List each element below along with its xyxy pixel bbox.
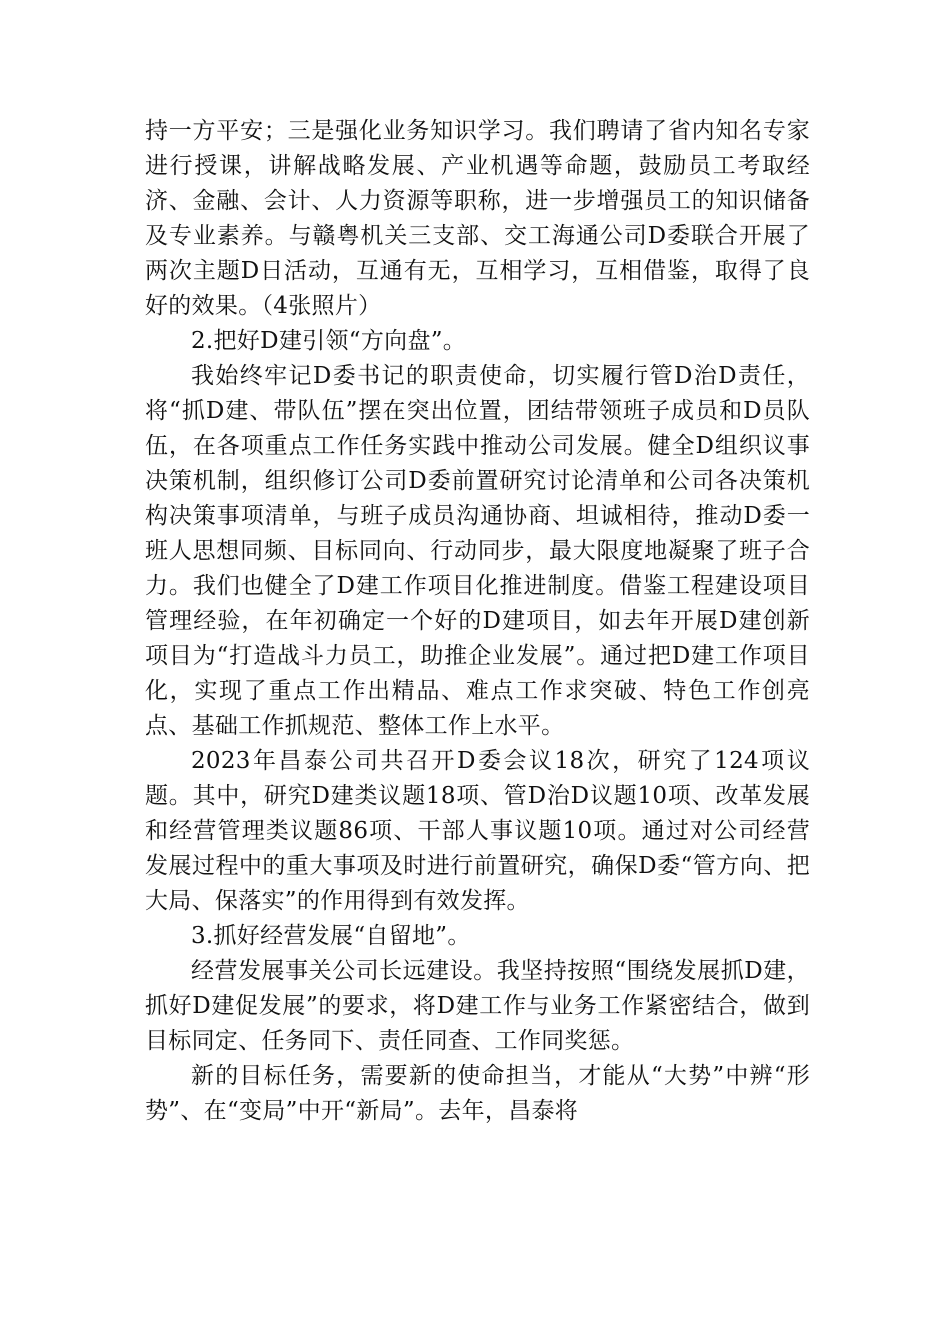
section-heading-direction: 2.把好D建引领“方向盘”。 [191, 328, 467, 354]
paragraph-new-targets: 新的目标任务，需要新的使命担当，才能从“大势”中辨“形势”、在“变局”中开“新局”。去年，昌泰将 [145, 1063, 810, 1124]
paragraph-continuation: 持一方平安；三是强化业务知识学习。我们聘请了省内知名专家进行授课，讲解战略发展、产业机遇等命题，鼓励员工考取经济、金融、会计、人力资源等职称，进一步增强员工的知识储备及专业素养。与赣粤机关三支部、交工海通公司D委联合开展了两次主题D日活动，互通有无，互相学习，互相借鉴，取得了良好的效果。（4张照片） [145, 118, 810, 319]
paragraph-party-secretary-duty: 我始终牢记D委书记的职责使命，切实履行管D治D责任，将“抓D建、带队伍”摆在突出位置，团结带领班子成员和D员队伍，在各项重点工作任务实践中推动公司发展。健全D组织议事决策机制，组织修订公司D委前置研究讨论清单和公司各决策机构决策事项清单，与班子成员沟通协商、坦诚相待，推动D委一班人思想同频、目标同向、行动同步，最大限度地凝聚了班子合力。我们也健全了D建工作项目化推进制度。借鉴工程建设项目管理经验，在年初确定一个好的D建项目，如去年开展D建创新项目为“打造战斗力员工，助推企业发展”。通过把D建工作项目化，实现了重点工作出精品、难点工作求突破、特色工作创亮点、基础工作抓规范、整体工作上水平。 [145, 363, 810, 739]
section-heading-business: 3.抓好经营发展“自留地”。 [191, 923, 471, 949]
document-body [145, 114, 810, 1129]
paragraph-2023-meetings: 2023年昌泰公司共召开D委会议18次，研究了124项议题。其中，研究D建类议题18项、管D治D议题10项、改革发展和经营管理类议题86项、干部人事议题10项。通过对公司经营发展过程中的重大事项及时进行前置研究，确保D委“管方向、把大局、保落实”的作用得到有效发挥。 [145, 748, 810, 914]
paragraph-business-development: 经营发展事关公司长远建设。我坚持按照“围绕发展抓D建，抓好D建促发展”的要求，将D建工作与业务工作紧密结合，做到目标同定、任务同下、责任同查、工作同奖惩。 [145, 958, 810, 1054]
